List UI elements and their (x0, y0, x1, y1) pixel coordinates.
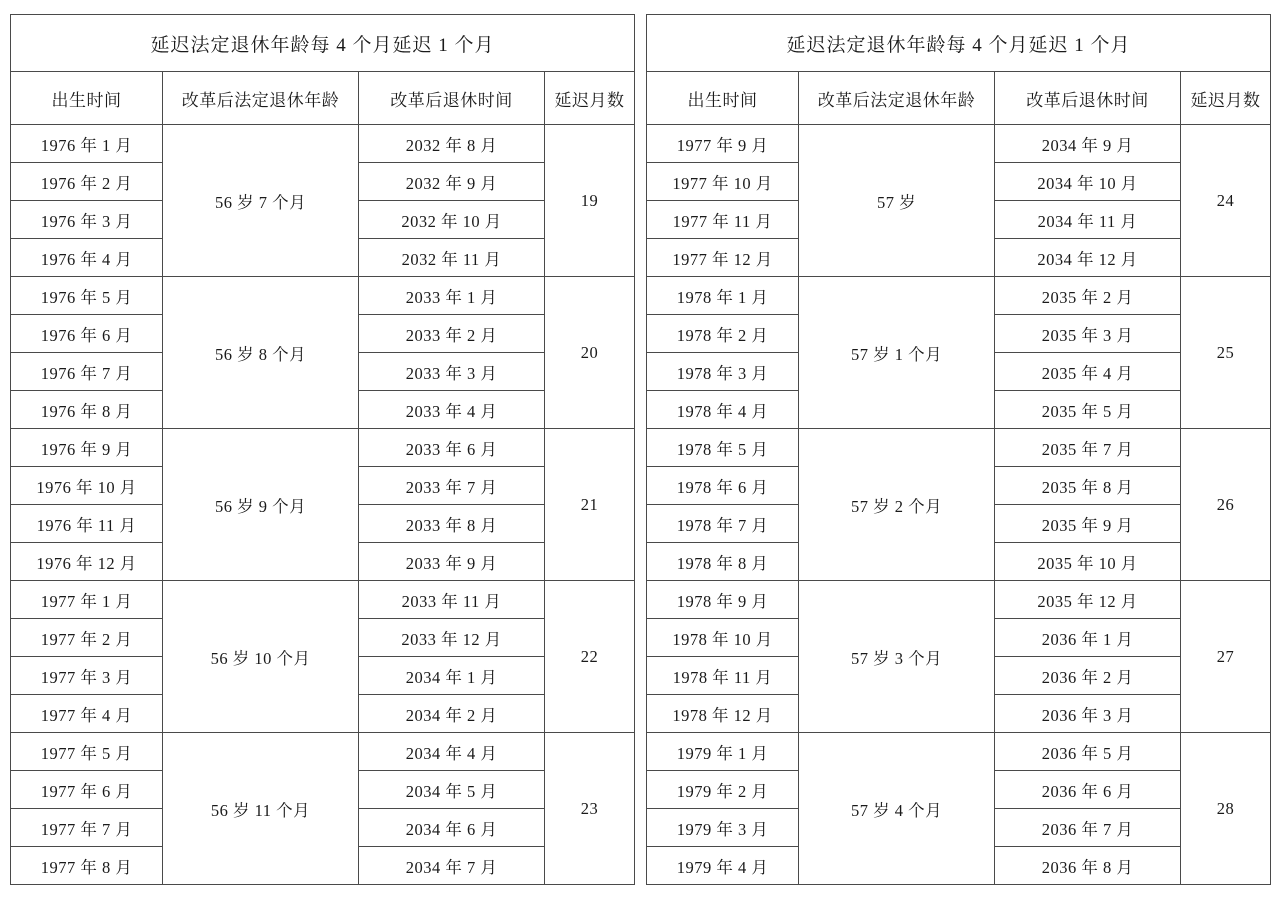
table-row (647, 733, 1271, 771)
retirement-date-cell: 2035 年 10 月 (995, 543, 1181, 581)
retirement-date-cell: 2036 年 2 月 (995, 657, 1181, 695)
birth-date-cell: 1978 年 10 月 (647, 619, 799, 657)
retirement-date-cell: 2033 年 8 月 (359, 505, 545, 543)
birth-date-cell: 1976 年 11 月 (11, 505, 163, 543)
birth-date-cell: 1976 年 1 月 (11, 125, 163, 163)
retirement-date-cell: 2034 年 2 月 (359, 695, 545, 733)
delay-months-cell: 28 (1181, 733, 1271, 885)
retirement-date-cell: 2033 年 1 月 (359, 277, 545, 315)
retirement-schedule-table-left (10, 14, 635, 885)
retirement-date-cell: 2035 年 12 月 (995, 581, 1181, 619)
birth-date-cell: 1978 年 3 月 (647, 353, 799, 391)
retirement-date-cell: 2035 年 7 月 (995, 429, 1181, 467)
retirement-date-cell: 2035 年 2 月 (995, 277, 1181, 315)
birth-date-cell: 1978 年 5 月 (647, 429, 799, 467)
retirement-date-cell: 2035 年 8 月 (995, 467, 1181, 505)
birth-date-cell: 1977 年 1 月 (11, 581, 163, 619)
retirement-date-cell: 2033 年 9 月 (359, 543, 545, 581)
birth-date-cell: 1976 年 7 月 (11, 353, 163, 391)
table-row (647, 125, 1271, 163)
retirement-date-cell: 2034 年 9 月 (995, 125, 1181, 163)
retirement-date-cell: 2036 年 6 月 (995, 771, 1181, 809)
birth-date-cell: 1977 年 12 月 (647, 239, 799, 277)
retirement-date-cell: 2032 年 8 月 (359, 125, 545, 163)
birth-date-cell: 1978 年 1 月 (647, 277, 799, 315)
birth-date-cell: 1977 年 3 月 (11, 657, 163, 695)
delay-months-cell: 25 (1181, 277, 1271, 429)
table-row (11, 125, 635, 163)
table-body-left (11, 15, 635, 885)
retirement-age-cell: 57 岁 (799, 125, 995, 277)
retirement-date-cell: 2032 年 11 月 (359, 239, 545, 277)
birth-date-cell: 1979 年 3 月 (647, 809, 799, 847)
birth-date-cell: 1977 年 7 月 (11, 809, 163, 847)
retirement-age-cell: 57 岁 1 个月 (799, 277, 995, 429)
birth-date-cell: 1977 年 9 月 (647, 125, 799, 163)
retirement-date-cell: 2033 年 12 月 (359, 619, 545, 657)
retirement-date-cell: 2033 年 11 月 (359, 581, 545, 619)
retirement-date-cell: 2033 年 2 月 (359, 315, 545, 353)
birth-date-cell: 1978 年 2 月 (647, 315, 799, 353)
birth-date-cell: 1978 年 7 月 (647, 505, 799, 543)
column-header: 出生时间 (647, 72, 799, 125)
retirement-age-cell: 57 岁 2 个月 (799, 429, 995, 581)
birth-date-cell: 1978 年 8 月 (647, 543, 799, 581)
retirement-age-cell: 57 岁 3 个月 (799, 581, 995, 733)
delay-months-cell: 23 (545, 733, 635, 885)
retirement-date-cell: 2034 年 11 月 (995, 201, 1181, 239)
table-body-right (647, 15, 1271, 885)
table-header-row (647, 72, 1271, 125)
retirement-date-cell: 2035 年 9 月 (995, 505, 1181, 543)
birth-date-cell: 1976 年 2 月 (11, 163, 163, 201)
retirement-date-cell: 2036 年 5 月 (995, 733, 1181, 771)
birth-date-cell: 1979 年 2 月 (647, 771, 799, 809)
birth-date-cell: 1978 年 6 月 (647, 467, 799, 505)
table-row (647, 581, 1271, 619)
retirement-date-cell: 2033 年 3 月 (359, 353, 545, 391)
retirement-date-cell: 2036 年 1 月 (995, 619, 1181, 657)
column-header: 出生时间 (11, 72, 163, 125)
delay-months-cell: 19 (545, 125, 635, 277)
retirement-date-cell: 2035 年 4 月 (995, 353, 1181, 391)
retirement-date-cell: 2033 年 7 月 (359, 467, 545, 505)
retirement-schedule-table-right (646, 14, 1271, 885)
table-row (647, 429, 1271, 467)
table-row (11, 277, 635, 315)
birth-date-cell: 1977 年 8 月 (11, 847, 163, 885)
retirement-date-cell: 2034 年 7 月 (359, 847, 545, 885)
table-title-row (647, 15, 1271, 72)
birth-date-cell: 1977 年 5 月 (11, 733, 163, 771)
birth-date-cell: 1978 年 9 月 (647, 581, 799, 619)
right-table-panel (646, 14, 1270, 891)
birth-date-cell: 1979 年 1 月 (647, 733, 799, 771)
birth-date-cell: 1977 年 11 月 (647, 201, 799, 239)
column-header: 改革后退休时间 (995, 72, 1181, 125)
retirement-date-cell: 2036 年 3 月 (995, 695, 1181, 733)
table-title: 延迟法定退休年龄每 4 个月延迟 1 个月 (647, 15, 1271, 72)
left-table-panel (10, 14, 634, 891)
column-header: 延迟月数 (1181, 72, 1271, 125)
birth-date-cell: 1976 年 12 月 (11, 543, 163, 581)
birth-date-cell: 1979 年 4 月 (647, 847, 799, 885)
retirement-date-cell: 2035 年 3 月 (995, 315, 1181, 353)
retirement-date-cell: 2034 年 1 月 (359, 657, 545, 695)
birth-date-cell: 1976 年 10 月 (11, 467, 163, 505)
retirement-date-cell: 2034 年 5 月 (359, 771, 545, 809)
retirement-date-cell: 2032 年 10 月 (359, 201, 545, 239)
delay-months-cell: 27 (1181, 581, 1271, 733)
retirement-date-cell: 2036 年 7 月 (995, 809, 1181, 847)
birth-date-cell: 1978 年 12 月 (647, 695, 799, 733)
birth-date-cell: 1977 年 4 月 (11, 695, 163, 733)
retirement-date-cell: 2034 年 6 月 (359, 809, 545, 847)
retirement-date-cell: 2033 年 4 月 (359, 391, 545, 429)
table-row (647, 277, 1271, 315)
retirement-date-cell: 2033 年 6 月 (359, 429, 545, 467)
retirement-age-cell: 57 岁 4 个月 (799, 733, 995, 885)
birth-date-cell: 1978 年 4 月 (647, 391, 799, 429)
birth-date-cell: 1976 年 8 月 (11, 391, 163, 429)
column-header: 延迟月数 (545, 72, 635, 125)
delay-months-cell: 24 (1181, 125, 1271, 277)
birth-date-cell: 1976 年 5 月 (11, 277, 163, 315)
retirement-date-cell: 2032 年 9 月 (359, 163, 545, 201)
retirement-date-cell: 2034 年 12 月 (995, 239, 1181, 277)
retirement-date-cell: 2036 年 8 月 (995, 847, 1181, 885)
retirement-date-cell: 2034 年 10 月 (995, 163, 1181, 201)
table-title-row (11, 15, 635, 72)
table-row (11, 581, 635, 619)
table-title: 延迟法定退休年龄每 4 个月延迟 1 个月 (11, 15, 635, 72)
retirement-age-cell: 56 岁 11 个月 (163, 733, 359, 885)
birth-date-cell: 1976 年 3 月 (11, 201, 163, 239)
retirement-age-cell: 56 岁 7 个月 (163, 125, 359, 277)
birth-date-cell: 1976 年 9 月 (11, 429, 163, 467)
retirement-date-cell: 2034 年 4 月 (359, 733, 545, 771)
column-header: 改革后法定退休年龄 (799, 72, 995, 125)
table-header-row (11, 72, 635, 125)
birth-date-cell: 1976 年 4 月 (11, 239, 163, 277)
birth-date-cell: 1977 年 2 月 (11, 619, 163, 657)
column-header: 改革后退休时间 (359, 72, 545, 125)
table-row (11, 733, 635, 771)
birth-date-cell: 1978 年 11 月 (647, 657, 799, 695)
retirement-age-cell: 56 岁 9 个月 (163, 429, 359, 581)
table-row (11, 429, 635, 467)
retirement-date-cell: 2035 年 5 月 (995, 391, 1181, 429)
birth-date-cell: 1977 年 6 月 (11, 771, 163, 809)
delay-months-cell: 26 (1181, 429, 1271, 581)
birth-date-cell: 1977 年 10 月 (647, 163, 799, 201)
delay-months-cell: 22 (545, 581, 635, 733)
retirement-age-cell: 56 岁 8 个月 (163, 277, 359, 429)
delay-months-cell: 20 (545, 277, 635, 429)
delay-months-cell: 21 (545, 429, 635, 581)
birth-date-cell: 1976 年 6 月 (11, 315, 163, 353)
retirement-age-cell: 56 岁 10 个月 (163, 581, 359, 733)
column-header: 改革后法定退休年龄 (163, 72, 359, 125)
